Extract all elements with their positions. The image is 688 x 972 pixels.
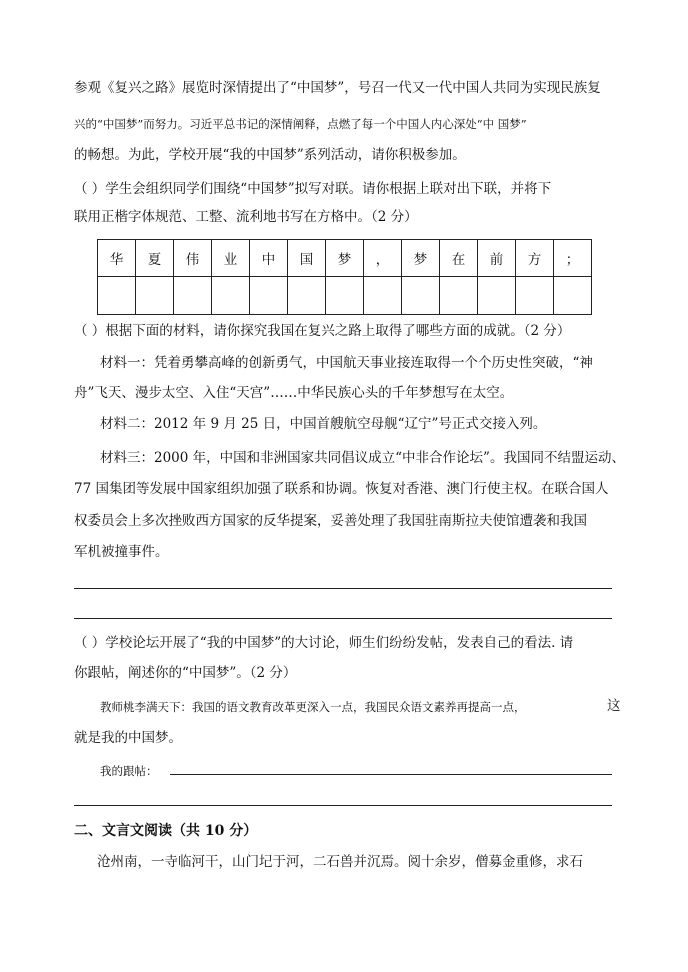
teacher-post-tail: 这: [607, 698, 621, 714]
answer-line-2[interactable]: [74, 618, 612, 619]
classical-text-line-1: 沧州南，一寺临河干，山门圮于河，二石兽并沉焉。阅十余岁，僧募金重修，求石: [97, 854, 583, 870]
couplet-char: 梦: [402, 240, 440, 277]
intro-line-3: 的畅想。为此，学校开展“我的中国梦”系列活动，请你积极参加。: [74, 147, 466, 163]
couplet-char: 梦: [326, 240, 364, 277]
intro-line-1: 参观《复兴之路》展览时深情提出了“中国梦”，号召一代又一代中国人共同为实现民族复: [74, 80, 601, 96]
answer-cell[interactable]: [98, 277, 136, 315]
couplet-char: 中: [250, 240, 288, 277]
question-1-line-2: 联用正楷字体规范、工整、流利地书写在方格中。（2 分）: [74, 209, 418, 225]
answer-line-1[interactable]: [74, 588, 612, 589]
material-3-line-1: 材料三：2000 年，中国和非洲国家共同倡议成立“中非合作论坛”。我国同不结盟运动、: [100, 450, 625, 466]
teacher-post-line-2: 就是我的中国梦。: [74, 730, 182, 746]
answer-cell[interactable]: [516, 277, 554, 315]
material-3-line-2: 77 国集团等发展中国家组织加强了联系和协调。恢复对香港、澳门行使主权。在联合国人: [74, 481, 609, 497]
couplet-char: ；: [554, 240, 592, 277]
answer-cell[interactable]: [212, 277, 250, 315]
couplet-char: ，: [364, 240, 402, 277]
question-3-line-2: 你跟帖，阐述你的“中国梦”。（2 分）: [74, 665, 297, 681]
couplet-char: 方: [516, 240, 554, 277]
couplet-char: 华: [98, 240, 136, 277]
answer-cell[interactable]: [478, 277, 516, 315]
answer-cell[interactable]: [326, 277, 364, 315]
question-1-line-1: （ ）学生会组织同学们围绕“中国梦”拟写对联。请你根据上联对出下联，并将下: [74, 181, 552, 197]
answer-cell[interactable]: [136, 277, 174, 315]
answer-cell[interactable]: [364, 277, 402, 315]
material-3-line-3: 权委员会上多次挫败西方国家的反华提案，妥善处理了我国驻南斯拉夫使馆遭袭和我国: [74, 513, 587, 529]
material-1-line-1: 材料一：凭着勇攀高峰的创新勇气，中国航天事业接连取得一个个历史性突破，“神: [100, 355, 593, 371]
material-1-line-2: 舟”飞天、漫步太空、入住“天宫”……中华民族心头的千年梦想写在太空。: [74, 385, 514, 401]
answer-cell[interactable]: [440, 277, 478, 315]
answer-cell[interactable]: [402, 277, 440, 315]
reply-label: 我的跟帖：: [100, 764, 158, 778]
couplet-char: 国: [288, 240, 326, 277]
question-2-line-1: （ ）根据下面的材料，请你探究我国在复兴之路上取得了哪些方面的成就。（2 分）: [74, 323, 571, 339]
couplet-upper-row: [98, 240, 592, 277]
teacher-post: 教师桃李满天下：我国的语文教育改革更深入一点，我国民众语文素养再提高一点，: [100, 700, 526, 714]
section-heading: 二、文言文阅读（共 10 分）: [74, 823, 258, 839]
couplet-answer-row: [98, 277, 592, 315]
couplet-char: 夏: [136, 240, 174, 277]
couplet-char: 业: [212, 240, 250, 277]
couplet-char: 在: [440, 240, 478, 277]
answer-cell[interactable]: [554, 277, 592, 315]
answer-cell[interactable]: [250, 277, 288, 315]
question-3-line-1: （ ）学校论坛开展了“我的中国梦”的大讨论，师生们纷纷发帖，发表自己的看法. 请: [74, 635, 574, 651]
answer-cell[interactable]: [288, 277, 326, 315]
answer-cell[interactable]: [174, 277, 212, 315]
couplet-grid: [97, 239, 592, 315]
reply-line[interactable]: [170, 774, 612, 775]
material-3-line-4: 军机被撞事件。: [74, 544, 169, 560]
reply-line-2[interactable]: [74, 805, 612, 806]
couplet-char: 前: [478, 240, 516, 277]
material-2: 材料二：2012 年 9 月 25 日，中国首艘航空母舰“辽宁”号正式交接入列。: [100, 416, 547, 432]
intro-line-2: 兴的“中国梦”而努力。习近平总书记的深情阐释，点燃了每一个中国人内心深处“中 国梦”: [74, 117, 527, 131]
couplet-char: 伟: [174, 240, 212, 277]
